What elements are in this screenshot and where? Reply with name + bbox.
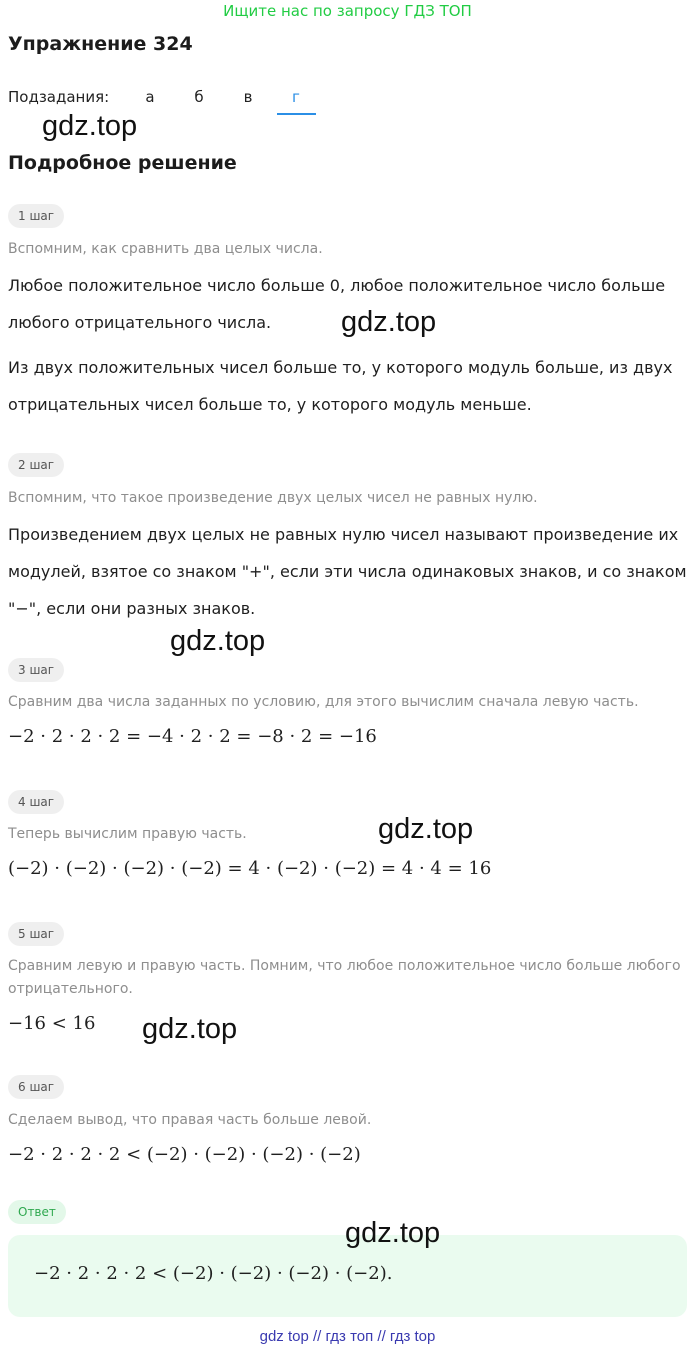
step-badge: 1 шаг xyxy=(8,204,64,228)
step-badge: 4 шаг xyxy=(8,790,64,814)
watermark: gdz.top xyxy=(142,1013,238,1045)
subtask-tab-b[interactable]: б xyxy=(194,88,204,106)
step-hint: Сравним левую и правую часть. Помним, что любое положительное число больше любого отрицательного. xyxy=(8,958,681,997)
answer-formula: −2 · 2 · 2 · 2 < (−2) · (−2) · (−2) · (−2). xyxy=(34,1263,393,1284)
watermark: gdz.top xyxy=(42,110,138,142)
step-paragraph: Из двух положительных чисел больше то, у которого модуль больше, из двух отрицательных чисел больше то, у которого модуль меньше. xyxy=(8,358,673,414)
answer-badge: Ответ xyxy=(8,1200,66,1224)
step-paragraph: Любое положительное число больше 0, любое положительное число больше любого отрицательного числа. xyxy=(8,276,666,332)
subtask-tab-v[interactable]: в xyxy=(243,88,253,106)
step-formula: (−2) · (−2) · (−2) · (−2) = 4 · (−2) · (−2) = 4 · 4 = 16 xyxy=(8,858,492,879)
section-title: Подробное решение xyxy=(8,152,237,174)
step-badge: 2 шаг xyxy=(8,453,64,477)
watermark: gdz.top xyxy=(378,813,474,845)
active-tab-indicator xyxy=(277,113,316,115)
step-badge: 6 шаг xyxy=(8,1075,64,1099)
step-formula: −2 · 2 · 2 · 2 = −4 · 2 · 2 = −8 · 2 = −16 xyxy=(8,726,377,747)
watermark: gdz.top xyxy=(341,306,437,338)
step-badge: 5 шаг xyxy=(8,922,64,946)
step-hint: Вспомним, что такое произведение двух целых чисел не равных нулю. xyxy=(8,490,538,506)
watermark: gdz.top xyxy=(170,625,266,657)
page-title: Упражнение 324 xyxy=(8,33,193,55)
step-formula: −16 < 16 xyxy=(8,1013,96,1034)
step-hint: Сравним два числа заданных по условию, для этого вычислим сначала левую часть. xyxy=(8,694,639,710)
step-formula: −2 · 2 · 2 · 2 < (−2) · (−2) · (−2) · (−2) xyxy=(8,1144,361,1165)
step-hint: Сделаем вывод, что правая часть больше левой. xyxy=(8,1112,372,1128)
step-hint: Вспомним, как сравнить два целых числа. xyxy=(8,241,323,257)
step-paragraph: Произведением двух целых не равных нулю чисел называют произведение их модулей, взятое со знаком "+", если эти числа одинаковых знаков, и со знаком "−", если они разных знаков. xyxy=(8,525,687,618)
subtasks-label: Подзадания: xyxy=(8,88,110,106)
search-banner: Ищите нас по запросу ГДЗ ТОП xyxy=(223,2,472,20)
subtask-tab-g[interactable]: г xyxy=(292,88,300,106)
step-hint: Теперь вычислим правую часть. xyxy=(8,826,247,842)
footer-links[interactable]: gdz top // гдз топ // гдз top xyxy=(259,1328,436,1345)
step-badge: 3 шаг xyxy=(8,658,64,682)
subtask-tab-a[interactable]: а xyxy=(145,88,155,106)
watermark: gdz.top xyxy=(345,1217,441,1249)
